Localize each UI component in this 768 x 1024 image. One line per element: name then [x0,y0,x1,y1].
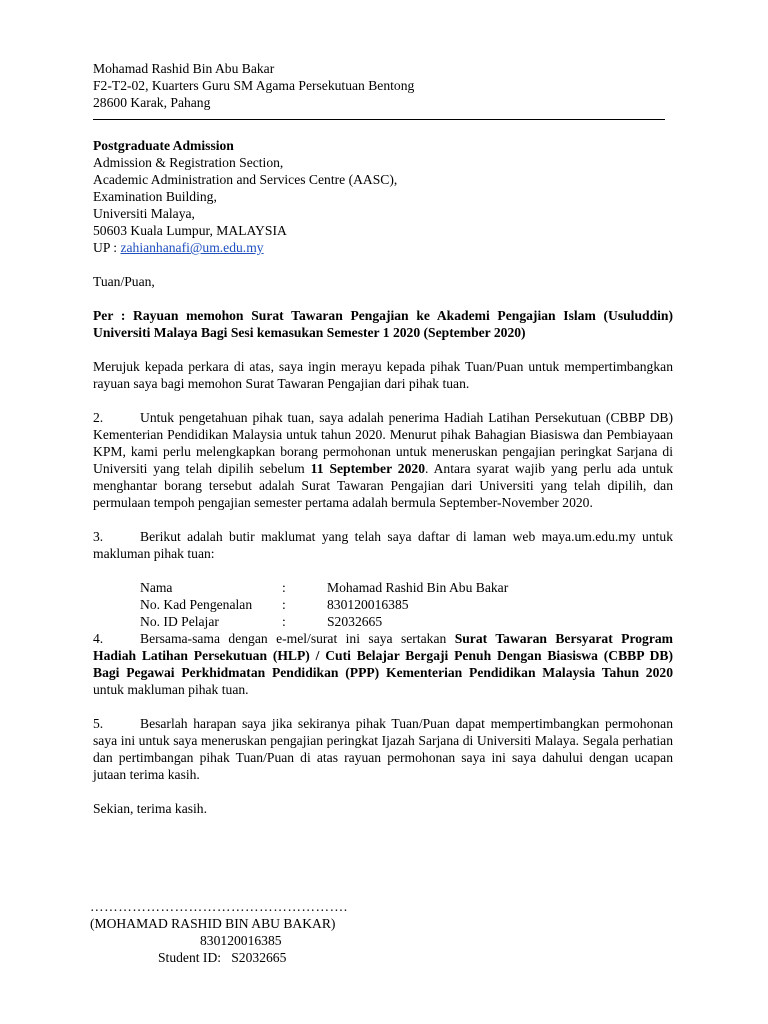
recipient-email-link[interactable]: zahianhanafi@um.edu.my [120,240,264,255]
paragraph-4 [93,630,673,698]
detail-value: Mohamad Rashid Bin Abu Bakar [327,580,509,595]
paragraph-2-deadline: 11 September 2020 [310,461,425,476]
paragraph-3-text: Berikut adalah butir maklumat yang telah saya daftar di laman web maya.um.edu.my untuk makluman pihak tuan: [93,529,673,561]
paragraph-2 [93,409,673,511]
detail-row-name [93,579,673,596]
student-details [93,579,673,630]
detail-value: 830120016385 [327,597,409,612]
recipient-line-5: 50603 Kuala Lumpur, MALAYSIA [93,223,287,238]
paragraph-5-text: Besarlah harapan saya jika sekiranya pihak Tuan/Puan dapat mempertimbangkan permohonan saya ini untuk saya meneruskan pengajian peringkat Ijazah Sarjana di Universiti Malaya. Segala perhatian dan pertimbangan pihak Tuan/Puan di atas rayuan permohonan saya ini saya dahului dengan ucapan jutaan terima kasih. [93,716,673,782]
recipient-line-2: Academic Administration and Services Centre (AASC), [93,172,398,187]
detail-separator: : [282,580,286,595]
signature-name: (MOHAMAD RASHID BIN ABU BAKAR) [90,916,336,931]
up-label: UP : [93,240,121,255]
paragraph-3 [93,528,673,562]
detail-label: No. ID Pelajar [140,614,219,629]
paragraph-2-number: 2. [93,410,104,425]
paragraph-4-text-b: untuk makluman pihak tuan. [93,682,249,697]
detail-row-ic [93,596,673,613]
closing: Sekian, terima kasih. [93,801,208,816]
recipient-title: Postgraduate Admission [93,138,234,153]
paragraph-2-text-b: . Antara syarat wajib yang perlu ada untuk menghantar borang tersebut adalah Surat Tawaran Pengajian dari Universiti yang telah dipilih, dan permulaan tempoh pengajian semester pertama adalah bermula September-November 2020. [93,461,673,510]
paragraph-3-number: 3. [93,529,104,544]
sender-block [93,60,673,111]
sender-address-line-1: F2-T2-02, Kuarters Guru SM Agama Persekutuan Bentong [93,78,415,93]
letter-body [93,60,673,817]
recipient-line-4: Universiti Malaya, [93,206,195,221]
paragraph-4-attachment: Surat Tawaran Bersyarat Program Hadiah Latihan Persekutuan (HLP) / Cuti Belajar Bergaji Penuh Dengan Biasiswa (CBBP DB) Bagi Pegawai Perkhidmatan Pendidikan (PPP) Kementerian Pendidikan Malaysia Tahun 2020 [93,631,673,680]
paragraph-5-number: 5. [93,716,104,731]
detail-row-student-id [93,613,673,630]
recipient-line-3: Examination Building, [93,189,217,204]
signature-student-id: Student ID: S2032665 [158,950,287,965]
paragraph-4-number: 4. [93,631,104,646]
subject-line: Per : Rayuan memohon Surat Tawaran Pengajian ke Akademi Pengajian Islam (Usuluddin) Universiti Malaya Bagi Sesi kemasukan Semester 1 2020 (September 2020) [93,308,673,340]
recipient-up-line [93,239,673,256]
detail-label: No. Kad Pengenalan [140,597,253,612]
recipient-block [93,137,673,256]
detail-separator: : [282,614,286,629]
detail-value: S2032665 [327,614,383,629]
sender-name: Mohamad Rashid Bin Abu Bakar [93,61,275,76]
detail-separator: : [282,597,286,612]
signature-ic-number: 830120016385 [200,933,282,948]
paragraph-5 [93,715,673,783]
signature-dotted-line: ………………………………………………. [90,899,348,914]
salutation: Tuan/Puan, [93,274,155,289]
paragraph-1: Merujuk kepada perkara di atas, saya ingin merayu kepada pihak Tuan/Puan untuk mempertimbangkan rayuan saya bagi memohon Surat Tawaran Pengajian dari pihak tuan. [93,359,673,391]
detail-label: Nama [140,580,173,595]
recipient-line-1: Admission & Registration Section, [93,155,284,170]
signature-block [90,898,348,966]
sender-address-line-2: 28600 Karak, Pahang [93,95,211,110]
paragraph-4-text-a: Bersama-sama dengan e-mel/surat ini saya sertakan [140,631,455,646]
paragraph-2-text-a: Untuk pengetahuan pihak tuan, saya adalah penerima Hadiah Latihan Persekutuan (CBBP DB) Kementerian Pendidikan Malaysia untuk tahun 2020. Menurut pihak Bahagian Biasiswa dan Pembiayaan KPM, kami perlu melengkapkan borang permohonan untuk meneruskan pengajian peringkat Sarjana di Universiti yang telah dipilih sebelum [93,410,673,476]
